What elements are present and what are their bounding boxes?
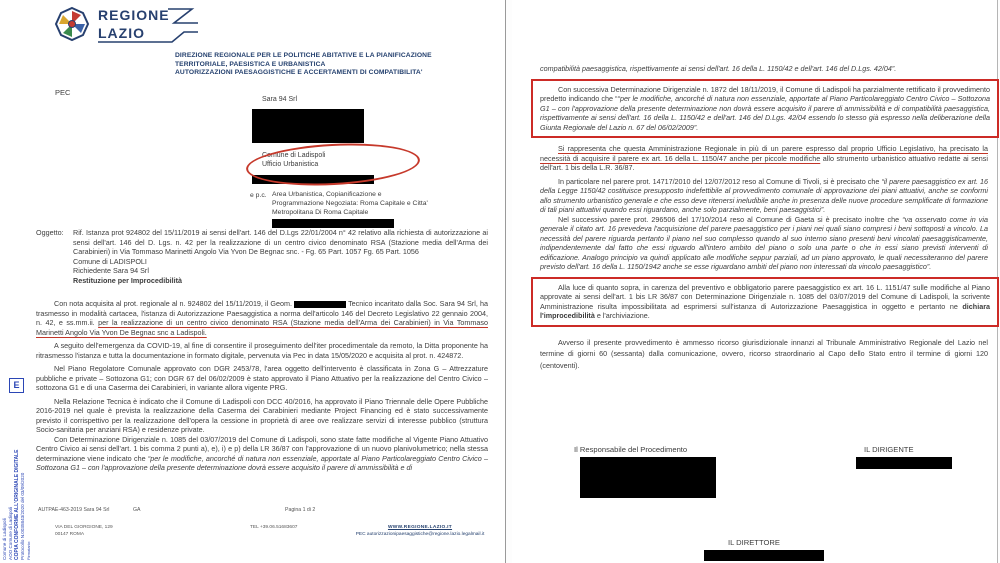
paragraph-1872-part-a: Con successiva Determinazione Dirigenziale n. 1872 del 18/11/2019, il Comune di Ladispoli ha parzialmente rettificato il provvedimento predetto indicando che “	[540, 84, 990, 103]
paragraph-nota	[36, 299, 488, 337]
page1-body	[36, 299, 488, 473]
circled-line2: Ufficio Urbanistica	[262, 161, 319, 168]
redaction-box-recipient-address	[252, 109, 364, 143]
footer-ref-code: AUTPAE-463-2019 Sara 94 Srl	[38, 507, 110, 513]
paragraph-relazione-tecnica: Nella Relazione Tecnica è indicato che il Comune di Ladispoli con DCC 40/2016, ha approvato il Piano Triennale delle Opere Pubbliche 2016-2019 nel quale è prevista la realizzazione della Caserma dei Carabinieri mediante Project Financing ed è stato successivamente previsto il corrispettivo per la realizzazione dell'opera la cessione in proprietà di aree ove realizzare servizi di interesse pubblico (struttura Socio-sanitaria per anziani RSA) e residenze private.	[36, 396, 488, 434]
footer-telephone: TEL +39.06.51683607	[250, 525, 298, 530]
page2-body	[540, 64, 991, 375]
recipients-block	[250, 95, 450, 228]
paragraph-gaeta-quote: “va osservato come in via generale il citato art. 16 prevedeva l'acquisizione del parere paesaggistico per i piani nei quali siano compresi i beni sottoposti a vincolo. La necessità del parere riguarda pertanto il piano nel suo complesso quando al suo interno siano presenti beni vincolati paesaggisticamente, indipendentemente dal fatto che essi riguardo all'intero ambito del piano o solo una parte o che in essi siano previsti interventi di edificazione. Analogo principio va quindi applicato alle modifiche seppur parziali, ad un piano approvato, le quali necessiteranno del parere previsto dell'art. 16 della L. 1150/1942 anche se esse riguardano ambiti del piano non interessati da vincolo paesaggistico”.	[540, 214, 988, 271]
document-page-2	[512, 0, 998, 563]
redaction-box-direttore-signature	[704, 550, 824, 561]
paragraph-parere-gaeta	[540, 215, 988, 272]
footer-page-number: Pagina 1 di 2	[285, 507, 316, 513]
paragraph-tivoli-quote: “il parere paesaggistico ex art. 16 della Legge 1150/42 costituisce presupposto indefettibile al provvedimento comunale di approvazione dei piani attuativi, anche se conformi allo strumento urbanistico generale e che esso deve ritenersi ineludibile anche in presenza delle nuove procedure semplificate di formazione di tali piani attuativi quando essi riguardano, anche solo parzialmente, beni paesaggistici”.	[540, 176, 989, 214]
paragraph-tivoli-part-a: In particolare nel parere prot. 14717/2010 del 12/07/2012 reso al Comune di Tivoli, si è precisato che	[558, 176, 882, 186]
paragraph-determinazione-quote: “per le modifiche, ancorché di natura non essenziale, apportate al Piano Particolareggiato Centro Civico – Sottozona G1 – con l'approvazione della presente determinazione dovrà essere acquisito il parere di ammissibilità e di	[36, 453, 488, 472]
paragraph-1872-quote: “per le modifiche, ancorché di natura non essenziale, apportate al Piano Particolareggiato Centro Civico – Sottozona G1 – con l'approvazione della presente determinazione non dovrà essere acquisito il parere di ammissibilità e di compatibilità paesaggistica, rispettivamente ai sensi dell'art. 16 della L. 1150/42 e dell'art. 146 del D.Lgs. 42/04 essendo lo stesso già espresso nella deliberazione della Giunta Regionale del Lazio n. 67 del 06/02/2009”.	[540, 94, 991, 132]
cc-block	[250, 191, 450, 217]
stamp-line-protocollo: Protocollo N.0035843/2020 del 03/09/2020	[20, 472, 25, 560]
direction-header-line2: TERRITORIALE, PAESISTICA E URBANISTICA	[175, 60, 326, 68]
paragraph-nota-underlined: per la realizzazione di un centro civico denominato RSA (Stazione media dell'Arma dei Carabinieri) in Via Tommaso Marinetti Angolo Via Yvon De Begnac snc a Ladispoli.	[36, 318, 488, 337]
stamp-line-firmatario: Firmatario:	[26, 540, 31, 560]
paragraph-si-rappresenta-underlined: Si rappresenta che questa Amministrazione Regionale in più di un parere espresso dal proprio Ufficio Legislativo, ha precisato la necessità di acquisire il parere ex art. 16 della L. 1150/47 anche per piccole modifiche	[540, 144, 988, 163]
recipient-name: Sara 94 Srl	[262, 96, 298, 103]
oggetto-richiedente: Richiedente Sara 94 Srl	[73, 266, 149, 275]
paragraph-ricorso: Avverso il presente provvedimento è ammesso ricorso giurisdizionale innanzi al Tribunale Amministrativo Regionale del Lazio nel termine di giorni 60 (sessanta) dalla comunicazione, ovvero, ricorso straordinario al Capo dello Stato entro il termine di giorni 120 (centoventi).	[540, 337, 988, 370]
circled-recipient	[262, 151, 422, 169]
paragraph-determinazione-part-a: Con Determinazione Dirigenziale n. 1085 del 03/07/2019 del Comune di Ladispoli, sono state fatte modifiche al Vigente Piano Attuativo Centro Civico ai sensi dell'art. 1 bis comma 2 punti a), e), i) e p) della LR 36/87 con l'approvazione di un nuovo planivolumetrico; nella stessa determinazione viene indicato che	[36, 434, 488, 463]
regione-lazio-emblem	[52, 5, 202, 53]
protocol-stamp	[2, 378, 34, 560]
oggetto-block	[36, 228, 488, 285]
paragraph-determinazione-1872	[540, 85, 990, 133]
redaction-box-dirigente-signature	[856, 457, 952, 469]
pec-label: PEC	[55, 88, 71, 97]
red-box-annotation-1	[531, 79, 999, 139]
oggetto-restituzione: Restituzione per Improcedibilità	[73, 275, 183, 285]
footer-ref-initials: GA	[133, 507, 141, 513]
stamp-text-columns	[2, 396, 32, 560]
redaction-box-responsabile-signature	[580, 457, 716, 498]
oggetto-text: Rif. Istanza prot 924802 del 15/11/2019 ai sensi dell'art. 146 del D.Lgs 22/01/2004 n° 42 relativo alla richiesta di autorizzazione ai sensi dell'art. 146 del D. Lgs. n. 42 per la realizzazione di un centro civico denominato RSA (Stazione media dell'Arma dei Carabinieri) in Via Tommaso Marinetti Angolo Via Yvon De Begnac snc. - Fg. 65 Part. 1057 Fg. 65 Part. 1056	[73, 228, 488, 256]
stamp-line-comune: Comune di Ladispoli	[2, 518, 7, 560]
svg-text:REGIONE: REGIONE	[98, 7, 170, 23]
footer-website-link[interactable]: WWW.REGIONE.LAZIO.IT	[387, 525, 453, 530]
svg-text:LAZIO: LAZIO	[98, 25, 145, 41]
paragraph-conclusione	[540, 283, 990, 321]
circled-line1: Comune di Ladispoli	[262, 152, 326, 159]
paragraph-conclusione-part-a: Alla luce di quanto sopra, in carenza del preventivo e obbligatorio parere paesaggistico ex art. 16 L. 1151/47 sulle modifiche al Piano approvate ai sensi dell'art. 1 bis LR 36/87 con Determinazione Dirigenziale n. 1085 del 03/07/2019 del Comune di Ladispoli, la scrivente Amministrazione risulta impossibilitata ad esprimersi sull'istanza di Autorizzazione Paesaggistica in oggetto e pertanto ne	[540, 282, 990, 311]
stamp-e-box: E	[9, 378, 24, 393]
cc-line1: Area Urbanistica, Copianificazione e	[272, 191, 382, 198]
paragraph-nota-part-a: Con nota acquisita al prot. regionale al n. 924802 del 15/11/2019, il Geom.	[54, 299, 295, 308]
footer-pec-address: PEC autorizzazionipaesaggistiche@regione.lazio.legalmail.it	[355, 532, 485, 537]
signature-dirigente-label: IL DIRIGENTE	[864, 445, 914, 454]
red-circle-annotation	[245, 139, 421, 189]
oggetto-comune: Comune di LADISPOLI	[73, 256, 147, 266]
paragraph-conclusione-part-b: e l'archiviazione.	[594, 311, 650, 320]
direction-header-line3: AUTORIZZAZIONI PAESAGGISTICHE E ACCERTAMENTI DI COMPATIBILITA'	[175, 69, 423, 77]
paragraph-nota-part-b: Tecnico incaritato dalla Soc. Sara 94 Srl, ha trasmesso in modalità cartacea, l'istanza di Autorizzazione Paesaggistica a norma dell'articolo 146 del Decreto Legislativo 22 gennaio 2004, n. 42, e ss.mm.ii.	[36, 299, 488, 327]
stamp-line-aoo: AOO Comune di Ladispoli	[8, 506, 13, 560]
paragraph-covid: A seguito dell'emergenza da COVID-19, al fine di consentire il proseguimento dell'iter procedimentale da remoto, la Ditta proponente ha ritrasmesso l'istanza e tutta la documentazione in formato digitale, pervenuta via Pec in data 15/05/2020 e acquisita al prot. n. 424872.	[36, 341, 488, 360]
cc-line2: Programmazione Negoziata: Roma Capitale e Citta'	[272, 199, 428, 207]
cc-prefix: e p.c.	[250, 192, 267, 199]
red-box-annotation-2	[531, 277, 999, 327]
cc-line3: Metropolitana Di Roma Capitale	[272, 208, 369, 216]
redaction-inline-geometra-name	[294, 301, 346, 308]
direction-header-line1: DIREZIONE REGIONALE PER LE POLITICHE ABITATIVE E LA PIANIFICAZIONE	[175, 52, 432, 59]
signature-responsabile-label: Il Responsabile del Procedimento	[574, 445, 688, 454]
paragraph-determinazione-1085	[36, 435, 488, 473]
paragraph-parere-tivoli	[540, 177, 988, 215]
paragraph-conclusione-bold: dichiara l'improcedibilità	[540, 301, 990, 320]
paragraph-continuation: compatibilità paesaggistica, rispettivamente ai sensi dell'art. 16 della L. 1150/42 e dell'art. 146 del D.Lgs. 42/04”.	[540, 64, 897, 73]
paragraph-si-rappresenta	[540, 144, 988, 173]
paragraph-si-rappresenta-rest: allo strumento urbanistico attuativo redatte ai sensi dell'art. 1 bis della L.R. 36/87.	[540, 153, 988, 172]
paragraph-gaeta-part-a: Nel successivo parere prot. 296506 del 17/10/2014 reso al Comune di Gaeta si è precisato inoltre che	[558, 214, 903, 224]
paragraph-prg: Nel Piano Regolatore Comunale approvato con DGR 2453/78, l'area oggetto dell'intervento è classificata in Zona G – Attrezzature pubbliche e private – Sottozona G1; con DGR 67 del 06/02/2009 è stato approvato il Piano Attuativo per la realizzazione del Centro Civico – sottozona G1 e di una Caserma dei Carabinieri, in variante allora vigente PRG.	[36, 364, 488, 392]
footer-address-line1: VIA DEL GIORGIONE, 129	[55, 525, 113, 530]
stamp-line-copia: COPIA CONFORME ALL'ORIGINALE DIGITALE	[14, 449, 20, 560]
direction-header	[175, 52, 505, 78]
signature-direttore-label: IL DIRETTORE	[728, 538, 780, 547]
oggetto-label: Oggetto:	[36, 228, 64, 237]
footer-address-line2: 00147 ROMA	[55, 532, 85, 537]
regione-lazio-logo	[52, 5, 202, 53]
